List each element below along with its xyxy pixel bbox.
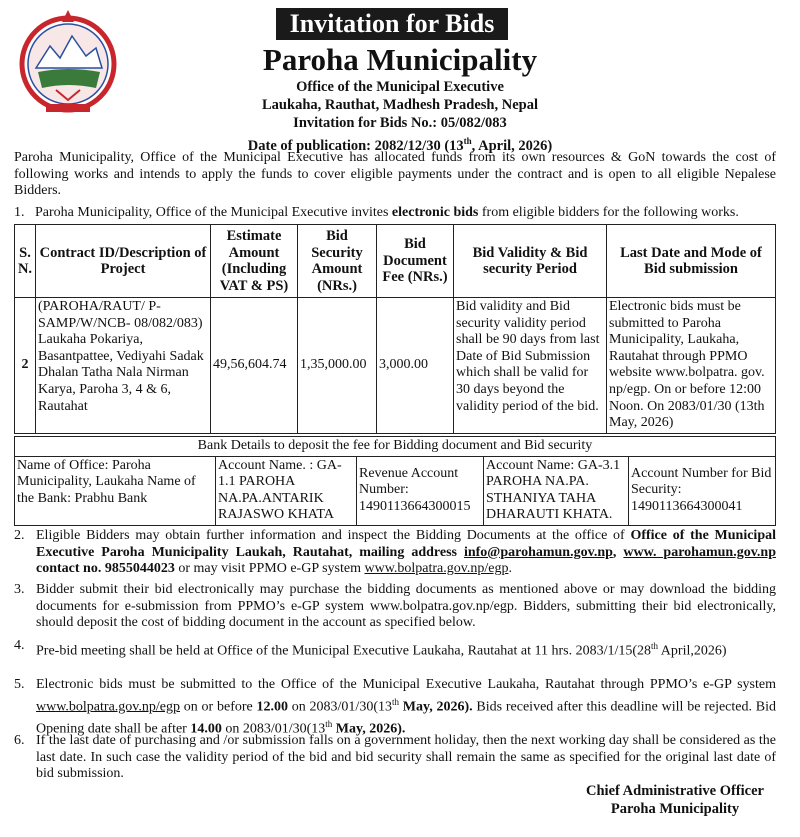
signature-title: Chief Administrative Officer [586, 783, 764, 799]
item-2: Eligible Bidders may obtain further information and inspect the Bidding Documents at the office of Office of the Municipal Executive Paroha Municipality Laukah, Rautahat, mailing address info@parohamun.gov.np, www. parohamun.gov.np contact no. 9855044023 or may visit PPMO e-GP system www.bolpatra.gov.np/egp. [36, 528, 776, 577]
row-sn: 2 [15, 298, 36, 434]
item-1: 1. Paroha Municipality, Office of the Municipal Executive invites electronic bids from eligible bidders for the following works. [14, 205, 739, 220]
table-row [15, 456, 776, 525]
bid-table [14, 224, 776, 434]
bank-revenue-account: Revenue Account Number: 1490113664300015 [357, 456, 484, 525]
col-lastdate: Last Date and Mode of Bid submission [607, 225, 776, 298]
item-6-number: 6. [14, 733, 25, 748]
row-description: (PAROHA/RAUT/ P-SAMP/W/NCB- 08/082/083) Laukaha Pokariya, Basantpattee, Vediyahi Sadak Dhalan Tatha Nala Nirman Karya, Paroha 3, 4 & 6, Rautahat [36, 298, 211, 434]
item-6: If the last date of purchasing and /or submission falls on a government holiday, then the next working day shall be considered as the last date. In such case the validity period of the bid and bid security shall remain the same as specified for the original last date of bid submission. [36, 733, 776, 782]
row-validity: Bid validity and Bid security validity period shall be 90 days from last Date of Bid Submission which shall be valid for 30 days beyond the validity period of the bid. [454, 298, 607, 434]
municipality-name: Paroha Municipality [262, 42, 538, 77]
signature-block [586, 782, 764, 818]
website-link[interactable]: www. parohamun.gov.np [623, 544, 776, 560]
bank-security-account: Account Number for Bid Security: 1490113664300041 [629, 456, 776, 525]
bank-title: Bank Details to deposit the fee for Bidding document and Bid security [15, 437, 776, 457]
row-fee: 3,000.00 [377, 298, 454, 434]
office-name: Office of the Municipal Executive [296, 79, 504, 95]
col-estimate: Estimate Amount (Including VAT & PS) [211, 225, 298, 298]
item-4-number: 4. [14, 638, 25, 653]
email-link[interactable]: info@parohamun.gov.np [463, 544, 613, 560]
bank-office: Name of Office: Paroha Municipality, Laukaha Name of the Bank: Prabhu Bank [15, 456, 216, 525]
banner-title: Invitation for Bids [276, 8, 508, 40]
item-3: Bidder submit their bid electronically may purchase the bidding documents as mentioned above or may download the bidding documents for e-submission from PPMO’s e-GP system www.bolpatra.gov.np/egp. Bidders, submitting their bid electronically, should deposit the cost of bidding document in the account as specified below. [36, 582, 776, 631]
col-description: Contract ID/Description of Project [36, 225, 211, 298]
row-estimate: 49,56,604.74 [211, 298, 298, 434]
address: Laukaha, Rauthat, Madhesh Pradesh, Nepal [262, 97, 538, 113]
bid-table-header [15, 225, 776, 298]
row-lastdate: Electronic bids must be submitted to Paroha Municipality, Laukaha, Rautahat through PPMO website www.bolpatra. gov. np/egp. On or before 12:00 Noon. On 2083/01/30 (13th May, 2026) [607, 298, 776, 434]
egp-link-2[interactable]: www.bolpatra.gov.np/egp [36, 699, 180, 715]
intro-paragraph: Paroha Municipality, Office of the Municipal Executive has allocated funds from its own resources & GoN towards the cost of following works and intends to apply the funds to cover eligible payments under the contract and is open to all eligible Nepalese Bidders. [14, 150, 776, 199]
item-5: Electronic bids must be submitted to the Office of the Municipal Executive Laukaha, Rautahat through PPMO’s e-GP system www.bolpatra.gov.np/egp on or before 12.00 on 2083/01/30(13th May, 2026). Bids received after this deadline will be rejected. Bid Opening date shall be after 14.00 on 2083/01/30(13th May, 2026). [36, 677, 776, 737]
egp-link[interactable]: www.bolpatra.gov.np/egp [364, 561, 509, 577]
table-row [15, 298, 776, 434]
col-fee: Bid Document Fee (NRs.) [377, 225, 454, 298]
bid-number: Invitation for Bids No.: 05/082/083 [293, 115, 507, 131]
bank-table [14, 436, 776, 526]
signature-org: Paroha Municipality [610, 801, 740, 817]
row-security: 1,35,000.00 [298, 298, 377, 434]
item-4: Pre-bid meeting shall be held at Office of the Municipal Executive Laukaha, Rautahat at 11 hrs. 2083/1/15(28th April,2026) [36, 641, 727, 659]
item-5-number: 5. [14, 677, 25, 692]
publication-date: Date of publication: 2082/12/30 (13th, April, 2026) [247, 136, 553, 154]
bank-account-2: Account Name: GA-3.1 PAROHA NA.PA. STHANIYA TAHA DHARAUTI KHATA. [484, 456, 629, 525]
bank-account-1: Account Name. : GA-1.1 PAROHA NA.PA.ANTARIK RAJASWO KHATA [216, 456, 357, 525]
item-2-number: 2. [14, 528, 25, 543]
col-security: Bid Security Amount (NRs.) [298, 225, 377, 298]
nepal-emblem-icon [16, 8, 120, 120]
item-3-number: 3. [14, 582, 25, 597]
col-sn: S. N. [15, 225, 36, 298]
col-validity: Bid Validity & Bid security Period [454, 225, 607, 298]
